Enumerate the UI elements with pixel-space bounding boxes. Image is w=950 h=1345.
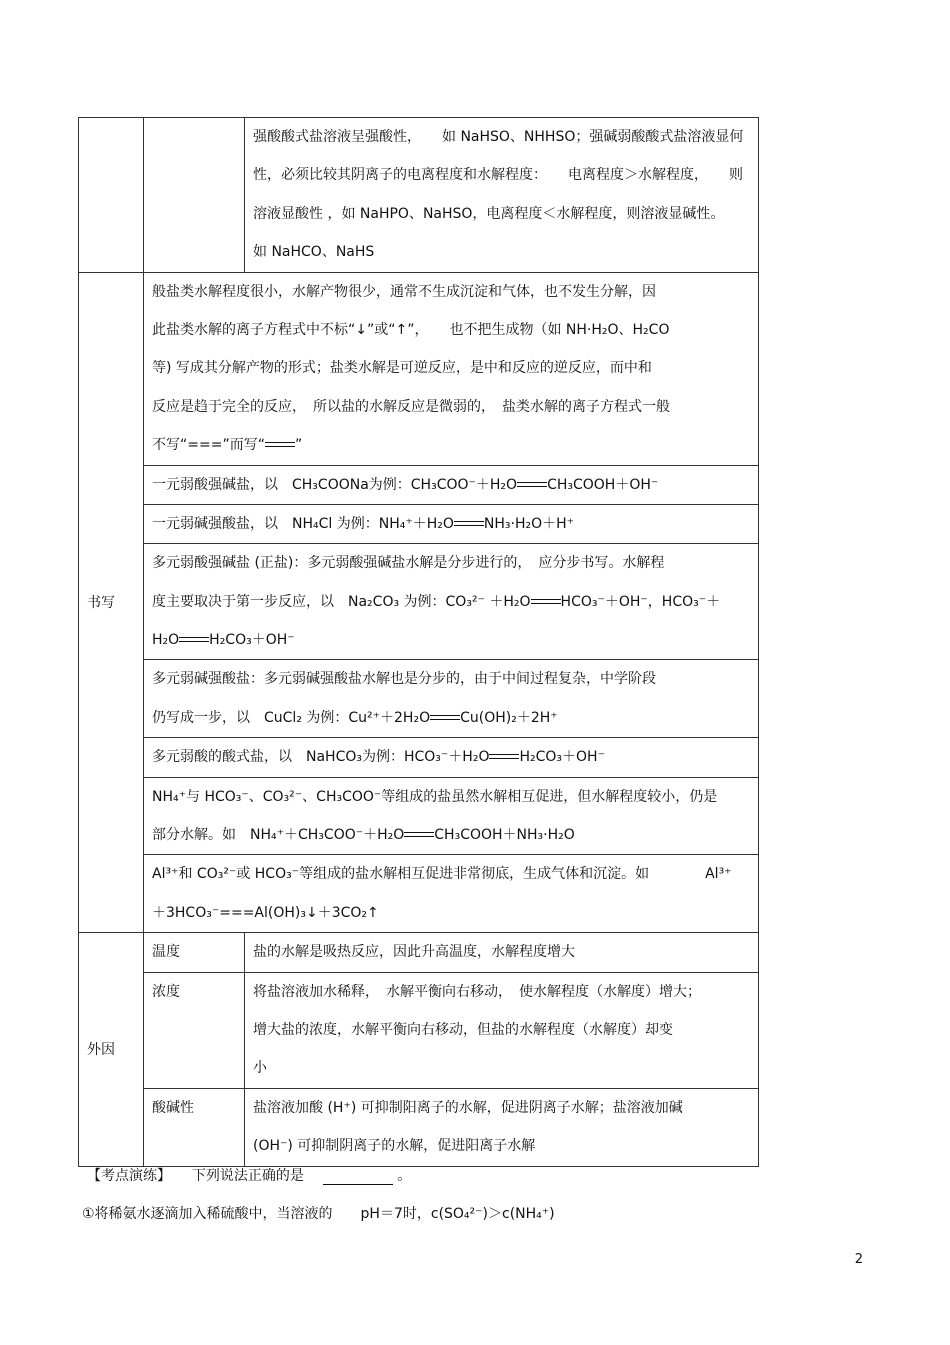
reversible-arrow-icon xyxy=(489,753,519,761)
top-row xyxy=(79,118,759,273)
external-row-acid xyxy=(79,1088,759,1166)
practice-label: 【考点演练】 xyxy=(87,1168,171,1184)
practice-end: 。 xyxy=(397,1168,412,1184)
temp-label xyxy=(144,933,245,972)
writing-intro-line-5 xyxy=(152,426,750,464)
writing-row-2 xyxy=(79,504,759,543)
r4-l2-right: Cu(OH)₂＋2H⁺ xyxy=(460,709,558,726)
r3-l2-right: HCO₃⁻＋OH⁻，HCO₃⁻＋ xyxy=(560,593,721,610)
writing-r1-line xyxy=(152,466,750,504)
writing-row-3 xyxy=(79,544,759,660)
r4-line-1: 多元弱碱强酸盐：多元弱碱强酸盐水解也是分步的，由于中间过程复杂，中学阶段 xyxy=(152,671,656,688)
external-category: 外因 xyxy=(79,933,144,1166)
writing-row-1 xyxy=(79,465,759,504)
acid-label xyxy=(144,1088,245,1166)
writing-category: 书写 xyxy=(79,272,144,933)
conc-text-cell xyxy=(245,972,759,1088)
reversible-arrow-icon xyxy=(430,714,460,722)
writing-intro-line-2: 此盐类水解的离子方程式中不标“↓”或“↑”， 也不把生成物（如 NH·H₂O、H₂CO xyxy=(152,321,670,338)
intro-last-b: ”而写“ xyxy=(222,437,265,454)
r3-l3-right: H₂CO₃＋OH⁻ xyxy=(209,632,295,649)
conc-line-3: 小 xyxy=(253,1060,267,1077)
writing-row-6 xyxy=(79,777,759,855)
r4-line-2 xyxy=(152,699,750,737)
writing-r2-line xyxy=(152,505,750,543)
writing-row-7 xyxy=(79,855,759,933)
r2-right: NH₃·H₂O＋H⁺ xyxy=(483,515,575,532)
r2-left: 一元弱碱强酸盐，以 NH₄Cl 为例：NH₄⁺＋H₂O xyxy=(152,515,454,532)
r7-line-1: Al³⁺和 CO₃²⁻或 HCO₃⁻等组成的盐水解相互促进非常彻底，生成气体和沉淀。如 Al³⁺ xyxy=(152,866,732,883)
temp-text-cell xyxy=(245,933,759,972)
reversible-arrow-icon xyxy=(517,481,547,489)
conc-line-1: 将盐溶液加水稀释， 水解平衡向右移动， 使水解程度（水解度）增大； xyxy=(253,983,701,1000)
temp-label-text: 温度 xyxy=(152,944,180,961)
top-text-cell xyxy=(245,118,759,273)
writing-r5-cell xyxy=(144,738,759,777)
item-1: ①将稀氨水逐滴加入稀硫酸中，当溶液的 pH＝7时，c(SO₄²⁻)＞c(NH₄⁺) xyxy=(82,1206,555,1222)
top-line-1: 强酸酸式盐溶液呈强酸性， 如 NaHSO、NHHSO；强碱弱酸酸式盐溶液显何 xyxy=(253,129,744,145)
writing-intro-line-4: 反应是趋于完全的反应， 所以盐的水解反应是微弱的， 盐类水解的离子方程式一般 xyxy=(152,398,670,415)
top-line-2: 性，必须比较其阴离子的电离程度和水解程度： 电离程度＞水解程度， 则 xyxy=(253,167,743,184)
r5-left: 多元弱酸的酸式盐，以 NaHCO₃为例：HCO₃⁻＋H₂O xyxy=(152,749,490,766)
external-row-conc xyxy=(79,972,759,1088)
conc-label xyxy=(144,972,245,1088)
acid-line-2: (OH⁻) 可抑制阴离子的水解，促进阳离子水解 xyxy=(253,1138,536,1155)
page-number: 2 xyxy=(854,1252,863,1267)
practice-text: 下列说法正确的是 xyxy=(191,1168,304,1184)
acid-line-1: 盐溶液加酸 (H⁺) 可抑制阳离子的水解，促进阴离子水解；盐溶液加碱 xyxy=(253,1099,683,1116)
writing-intro-line-1: 般盐类水解程度很小，水解产物很少，通常不生成沉淀和气体，也不发生分解，因 xyxy=(152,283,656,300)
r6-line-1: NH₄⁺与 HCO₃⁻、CO₃²⁻、CH₃COO⁻等组成的盐虽然水解相互促进，但水解程度较小，仍是 xyxy=(152,788,718,805)
intro-last-a: 不写“ xyxy=(152,437,188,454)
r5-right: H₂CO₃＋OH⁻ xyxy=(519,749,605,766)
top-sub-empty xyxy=(144,118,245,273)
practice-line xyxy=(87,1165,411,1185)
acid-label-text: 酸碱性 xyxy=(152,1099,194,1116)
hydrolysis-table xyxy=(78,117,759,1167)
top-cat-empty xyxy=(79,118,144,273)
r3-line-2 xyxy=(152,583,750,621)
writing-r1-cell xyxy=(144,465,759,504)
r3-l2-left: 度主要取决于第一步反应，以 Na₂CO₃ 为例：CO₃²⁻ ＋H₂O xyxy=(152,593,531,610)
writing-row-5 xyxy=(79,738,759,777)
writing-r2-cell xyxy=(144,504,759,543)
r1-right: CH₃COOH＋OH⁻ xyxy=(547,476,659,493)
intro-last-eq: === xyxy=(187,437,223,454)
reversible-arrow-icon xyxy=(265,441,295,449)
r3-line-1: 多元弱酸强碱盐 (正盐)：多元弱酸强碱盐水解是分步进行的， 应分步书写。水解程 xyxy=(152,555,665,572)
r1-left: 一元弱酸强碱盐，以 CH₃COONa为例：CH₃COO⁻＋H₂O xyxy=(152,476,518,493)
writing-intro-line-3: 等) 写成其分解产物的形式；盐类水解是可逆反应，是中和反应的逆反应，而中和 xyxy=(152,360,652,377)
acid-text-cell xyxy=(245,1088,759,1166)
reversible-arrow-icon xyxy=(404,831,434,839)
top-line-3: 溶液显酸性 ，如 NaHPO、NaHSO，电离程度＜水解程度，则溶液显碱性。 xyxy=(253,205,725,222)
writing-intro-cell xyxy=(144,272,759,465)
r3-l3-left: H₂O xyxy=(152,632,180,649)
r6-line-2 xyxy=(152,816,750,854)
answer-blank[interactable] xyxy=(323,1170,393,1185)
external-row-temp xyxy=(79,933,759,972)
intro-last-c: ” xyxy=(294,437,303,454)
r7-line-2: ＋3HCO₃⁻===Al(OH)₃↓＋3CO₂↑ xyxy=(152,904,379,921)
conc-line-2: 增大盐的浓度，水解平衡向右移动，但盐的水解程度（水解度）却变 xyxy=(253,1021,673,1038)
writing-r7-cell xyxy=(144,855,759,933)
r6-l2-right: CH₃COOH＋NH₃·H₂O xyxy=(434,827,575,844)
reversible-arrow-icon xyxy=(179,636,209,644)
writing-row-intro xyxy=(79,272,759,465)
r5-line xyxy=(152,738,750,776)
r3-line-3 xyxy=(152,621,750,659)
writing-r6-cell xyxy=(144,777,759,855)
top-line-4: 如 NaHCO、NaHS xyxy=(253,244,375,261)
r6-l2-left: 部分水解。如 NH₄⁺＋CH₃COO⁻＋H₂O xyxy=(152,827,405,844)
writing-row-4 xyxy=(79,660,759,738)
reversible-arrow-icon xyxy=(454,520,484,528)
conc-label-text: 浓度 xyxy=(152,983,180,1000)
temp-text: 盐的水解是吸热反应，因此升高温度，水解程度增大 xyxy=(253,944,575,961)
r4-l2-left: 仍写成一步，以 CuCl₂ 为例：Cu²⁺＋2H₂O xyxy=(152,709,431,726)
reversible-arrow-icon xyxy=(531,598,561,606)
writing-r4-cell xyxy=(144,660,759,738)
writing-r3-cell xyxy=(144,544,759,660)
